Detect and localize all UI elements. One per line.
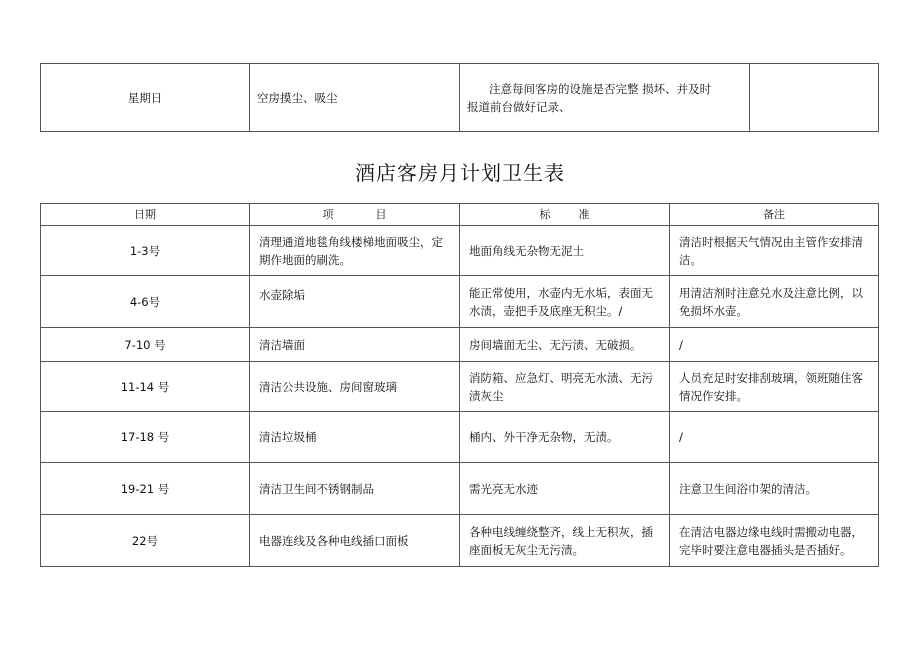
standard-cell: 房间墙面无尘、无污渍、无破损。	[460, 328, 670, 362]
standard-cell: 需光亮无水迹	[460, 463, 670, 515]
item-cell: 清理通道地毯角线楼梯地面吸尘，定期作地面的刷洗。	[250, 226, 460, 276]
table-header-row	[41, 204, 879, 226]
standard-cell: 能正常使用，水壶内无水垢，表面无水渍，壶把手及底座无积尘。/	[460, 276, 670, 328]
date-cell: 17-18 号	[41, 412, 250, 463]
note-line-2: 报道前台做好记录、	[467, 99, 571, 114]
standard-cell: 桶内、外干净无杂物，无渍。	[460, 412, 670, 463]
header-standard: 标 准	[460, 204, 670, 226]
remark-cell: /	[670, 328, 879, 362]
table-row	[41, 64, 879, 132]
monthly-cleaning-table	[40, 203, 879, 567]
standard-cell: 地面角线无杂物无泥土	[460, 226, 670, 276]
table-row	[41, 276, 879, 328]
task-cell: 空房摸尘、吸尘	[250, 64, 460, 132]
date-cell: 1-3号	[41, 226, 250, 276]
date-cell: 19-21 号	[41, 463, 250, 515]
remark-cell	[750, 64, 879, 132]
page-title: 酒店客房月计划卫生表	[355, 161, 565, 185]
item-cell: 清洁公共设施、房间窗玻璃	[250, 362, 460, 412]
table-row	[41, 515, 879, 567]
header-item: 项 目	[250, 204, 460, 226]
remark-cell: 在清洁电器边缘电线时需搬动电器，完毕时要注意电器插头是否插好。	[670, 515, 879, 567]
header-date: 日期	[41, 204, 250, 226]
table-row	[41, 328, 879, 362]
remark-cell: 用清洁剂时注意兑水及注意比例，以免损坏水壶。	[670, 276, 879, 328]
item-cell: 清洁卫生间不锈钢制品	[250, 463, 460, 515]
date-cell: 7-10 号	[41, 328, 250, 362]
header-remark: 备注	[670, 204, 879, 226]
table-row	[41, 412, 879, 463]
day-cell: 星期日	[41, 64, 250, 132]
item-cell: 清洁墙面	[250, 328, 460, 362]
remark-cell: 清洁时根据天气情况由主管作安排清洁。	[670, 226, 879, 276]
standard-cell: 各种电线缠绕整齐，线上无积灰，插座面板无灰尘无污渍。	[460, 515, 670, 567]
note-cell	[460, 64, 750, 132]
table-row	[41, 362, 879, 412]
item-cell: 电器连线及各种电线插口面板	[250, 515, 460, 567]
item-cell: 水壶除垢	[250, 276, 460, 328]
remark-cell: /	[670, 412, 879, 463]
remark-cell: 注意卫生间浴巾架的清洁。	[670, 463, 879, 515]
date-cell: 4-6号	[41, 276, 250, 328]
date-cell: 11-14 号	[41, 362, 250, 412]
note-line-1: 注意每间客房的设施是否完整 损坏、并及时	[489, 81, 712, 96]
date-cell: 22号	[41, 515, 250, 567]
remark-cell: 人员充足时安排刮玻璃，领班随住客情况作安排。	[670, 362, 879, 412]
table-row	[41, 463, 879, 515]
previous-schedule-table	[40, 63, 879, 132]
table-row	[41, 226, 879, 276]
standard-cell: 消防箱、应急灯、明亮无水渍、无污渍灰尘	[460, 362, 670, 412]
item-cell: 清洁垃圾桶	[250, 412, 460, 463]
